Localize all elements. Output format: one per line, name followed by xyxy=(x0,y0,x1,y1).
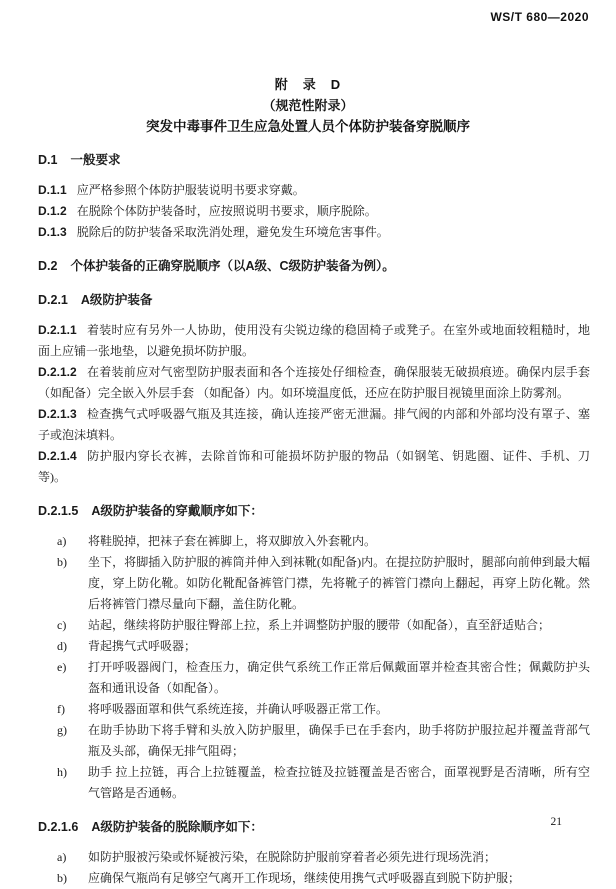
clause-number: D.2.1.1 xyxy=(38,323,77,337)
clause-text: 在着装前应对气密型防护服表面和各个连接处仔细检查，确保服装无破损痕迹。确保内层手套（如配备）完全嵌入外层手套 （如配备）内。如环境温度低，还应在防护服目视镜里面涂上防雾剂。 xyxy=(38,365,590,400)
clause-number: D.1.1 xyxy=(38,183,67,197)
page-number: 21 xyxy=(550,816,562,828)
clause-text: 脱除后的防护装备采取洗消处理，避免发生环境危害事件。 xyxy=(76,225,389,239)
list-item-text: 应确保气瓶尚有足够空气离开工作现场，继续使用携气式呼吸器直到脱下防护服； xyxy=(88,871,521,885)
section-heading xyxy=(38,817,590,838)
clause-paragraph xyxy=(38,201,590,222)
clause-text: A级防护装备的穿戴顺序如下： xyxy=(91,504,263,518)
clause-text: 个体护装备的正确穿脱顺序（以A级、C级防护装备为例）。 xyxy=(70,259,395,273)
list-item-label: c) xyxy=(57,618,67,632)
clause-text: 在脱除个体防护装备时，应按照说明书要求，顺序脱除。 xyxy=(76,204,377,218)
clause-number: D.2.1.4 xyxy=(38,449,77,463)
list-item xyxy=(57,615,590,636)
clause-text: 一般要求 xyxy=(70,153,121,167)
list-item xyxy=(57,699,590,720)
clause-number: D.2.1.5 xyxy=(38,504,79,518)
clause-paragraph xyxy=(38,446,590,488)
list-item-text: 如防护服被污染或怀疑被污染，在脱除防护服前穿着者必须先进行现场洗消； xyxy=(88,850,497,864)
list-item-text: 背起携气式呼吸器； xyxy=(88,639,197,653)
document-title: 突发中毒事件卫生应急处置人员个体防护装备穿脱顺序 xyxy=(146,119,470,134)
list-item-text: 助手 拉上拉链，再合上拉链覆盖，检查拉链及拉链覆盖是否密合，面罩视野是否清晰，所有空气管路是否通畅。 xyxy=(88,765,590,800)
clause-paragraph xyxy=(38,180,590,201)
clause-text: A级防护装备 xyxy=(80,293,153,307)
clause-text: 应严格参照个体防护服装说明书要求穿戴。 xyxy=(76,183,305,197)
section-heading xyxy=(38,256,590,277)
clause-text: 检查携气式呼吸器气瓶及其连接，确认连接严密无泄漏。排气阀的内部和外部均没有罩子、塞子或泡沫填料。 xyxy=(38,407,590,442)
list-item xyxy=(57,847,590,868)
clause-paragraph xyxy=(38,404,590,446)
list-item-label: a) xyxy=(57,850,67,864)
clause-number: D.2.1.3 xyxy=(38,407,77,421)
list-item-text: 坐下，将脚插入防护服的裤筒并伸入到袜靴(如配备)内。在提拉防护服时，腿部向前伸到最大幅度，穿上防化靴。如防化靴配备裤管门襟，先将靴子的裤管门襟向上翻起，再穿上防化靴。然后将裤管门襟尽量向下翻，盖住防化靴。 xyxy=(88,555,590,611)
clause-text: 着装时应有另外一人协助，使用没有尖锐边缘的稳固椅子或凳子。在室外或地面较粗糙时，地面上应铺一张地垫，以避免损坏防护服。 xyxy=(38,323,590,358)
list-item-text: 将呼吸器面罩和供气系统连接，并确认呼吸器正常工作。 xyxy=(88,702,389,716)
clause-text: A级防护装备的脱除顺序如下： xyxy=(91,820,263,834)
appendix-subtitle: （规范性附录） xyxy=(262,98,354,113)
clause-number: D.2.1.6 xyxy=(38,820,79,834)
list-item-text: 站起，继续将防护服往臀部上拉，系上并调整防护服的腰带（如配备），直至舒适贴合； xyxy=(88,618,551,632)
list-item-label: b) xyxy=(57,871,67,885)
list-item-label: a) xyxy=(57,534,67,548)
clause-number: D.1.3 xyxy=(38,225,67,239)
section-heading xyxy=(38,290,590,311)
clause-number: D.1.2 xyxy=(38,204,67,218)
list-item xyxy=(57,531,590,552)
list-item-label: f) xyxy=(57,702,65,716)
list-item-text: 打开呼吸器阀门，检查压力，确定供气系统工作正常后佩戴面罩并检查其密合性；佩戴防护头盔和通讯设备（如配备）。 xyxy=(88,660,590,695)
section-heading xyxy=(38,150,590,171)
clause-text: 防护服内穿长衣裤，去除首饰和可能损坏防护服的物品（如钢笔、钥匙圈、证件、手机、刀等)。 xyxy=(38,449,590,484)
list-item xyxy=(57,636,590,657)
list-item-label: e) xyxy=(57,660,67,674)
standard-number: WS/T 680—2020 xyxy=(490,10,589,24)
list-item-text: 将鞋脱掉，把袜子套在裤脚上，将双脚放入外套靴内。 xyxy=(88,534,377,548)
list-item-label: d) xyxy=(57,639,67,653)
clause-number: D.2.1 xyxy=(38,293,68,307)
list-item xyxy=(57,762,590,804)
list-item-label: h) xyxy=(57,765,67,779)
list-item-label: b) xyxy=(57,555,67,569)
list-item xyxy=(57,720,590,762)
clause-number: D.2.1.2 xyxy=(38,365,77,379)
clause-number: D.2 xyxy=(38,259,58,273)
clause-paragraph xyxy=(38,362,590,404)
list-item xyxy=(57,868,590,889)
list-item-label: g) xyxy=(57,723,67,737)
list-item-text: 在助手协助下将手臂和头放入防护服里，确保手已在手套内，助手将防护服拉起并覆盖背部气瓶及头部，确保无排气阻碍； xyxy=(88,723,590,758)
list-item xyxy=(57,552,590,615)
clause-paragraph xyxy=(38,222,590,243)
section-heading xyxy=(38,501,590,522)
list-item xyxy=(57,657,590,699)
clause-number: D.1 xyxy=(38,153,58,167)
clause-paragraph xyxy=(38,320,590,362)
document-content xyxy=(38,150,590,889)
appendix-title: 附 录 D xyxy=(274,77,342,92)
